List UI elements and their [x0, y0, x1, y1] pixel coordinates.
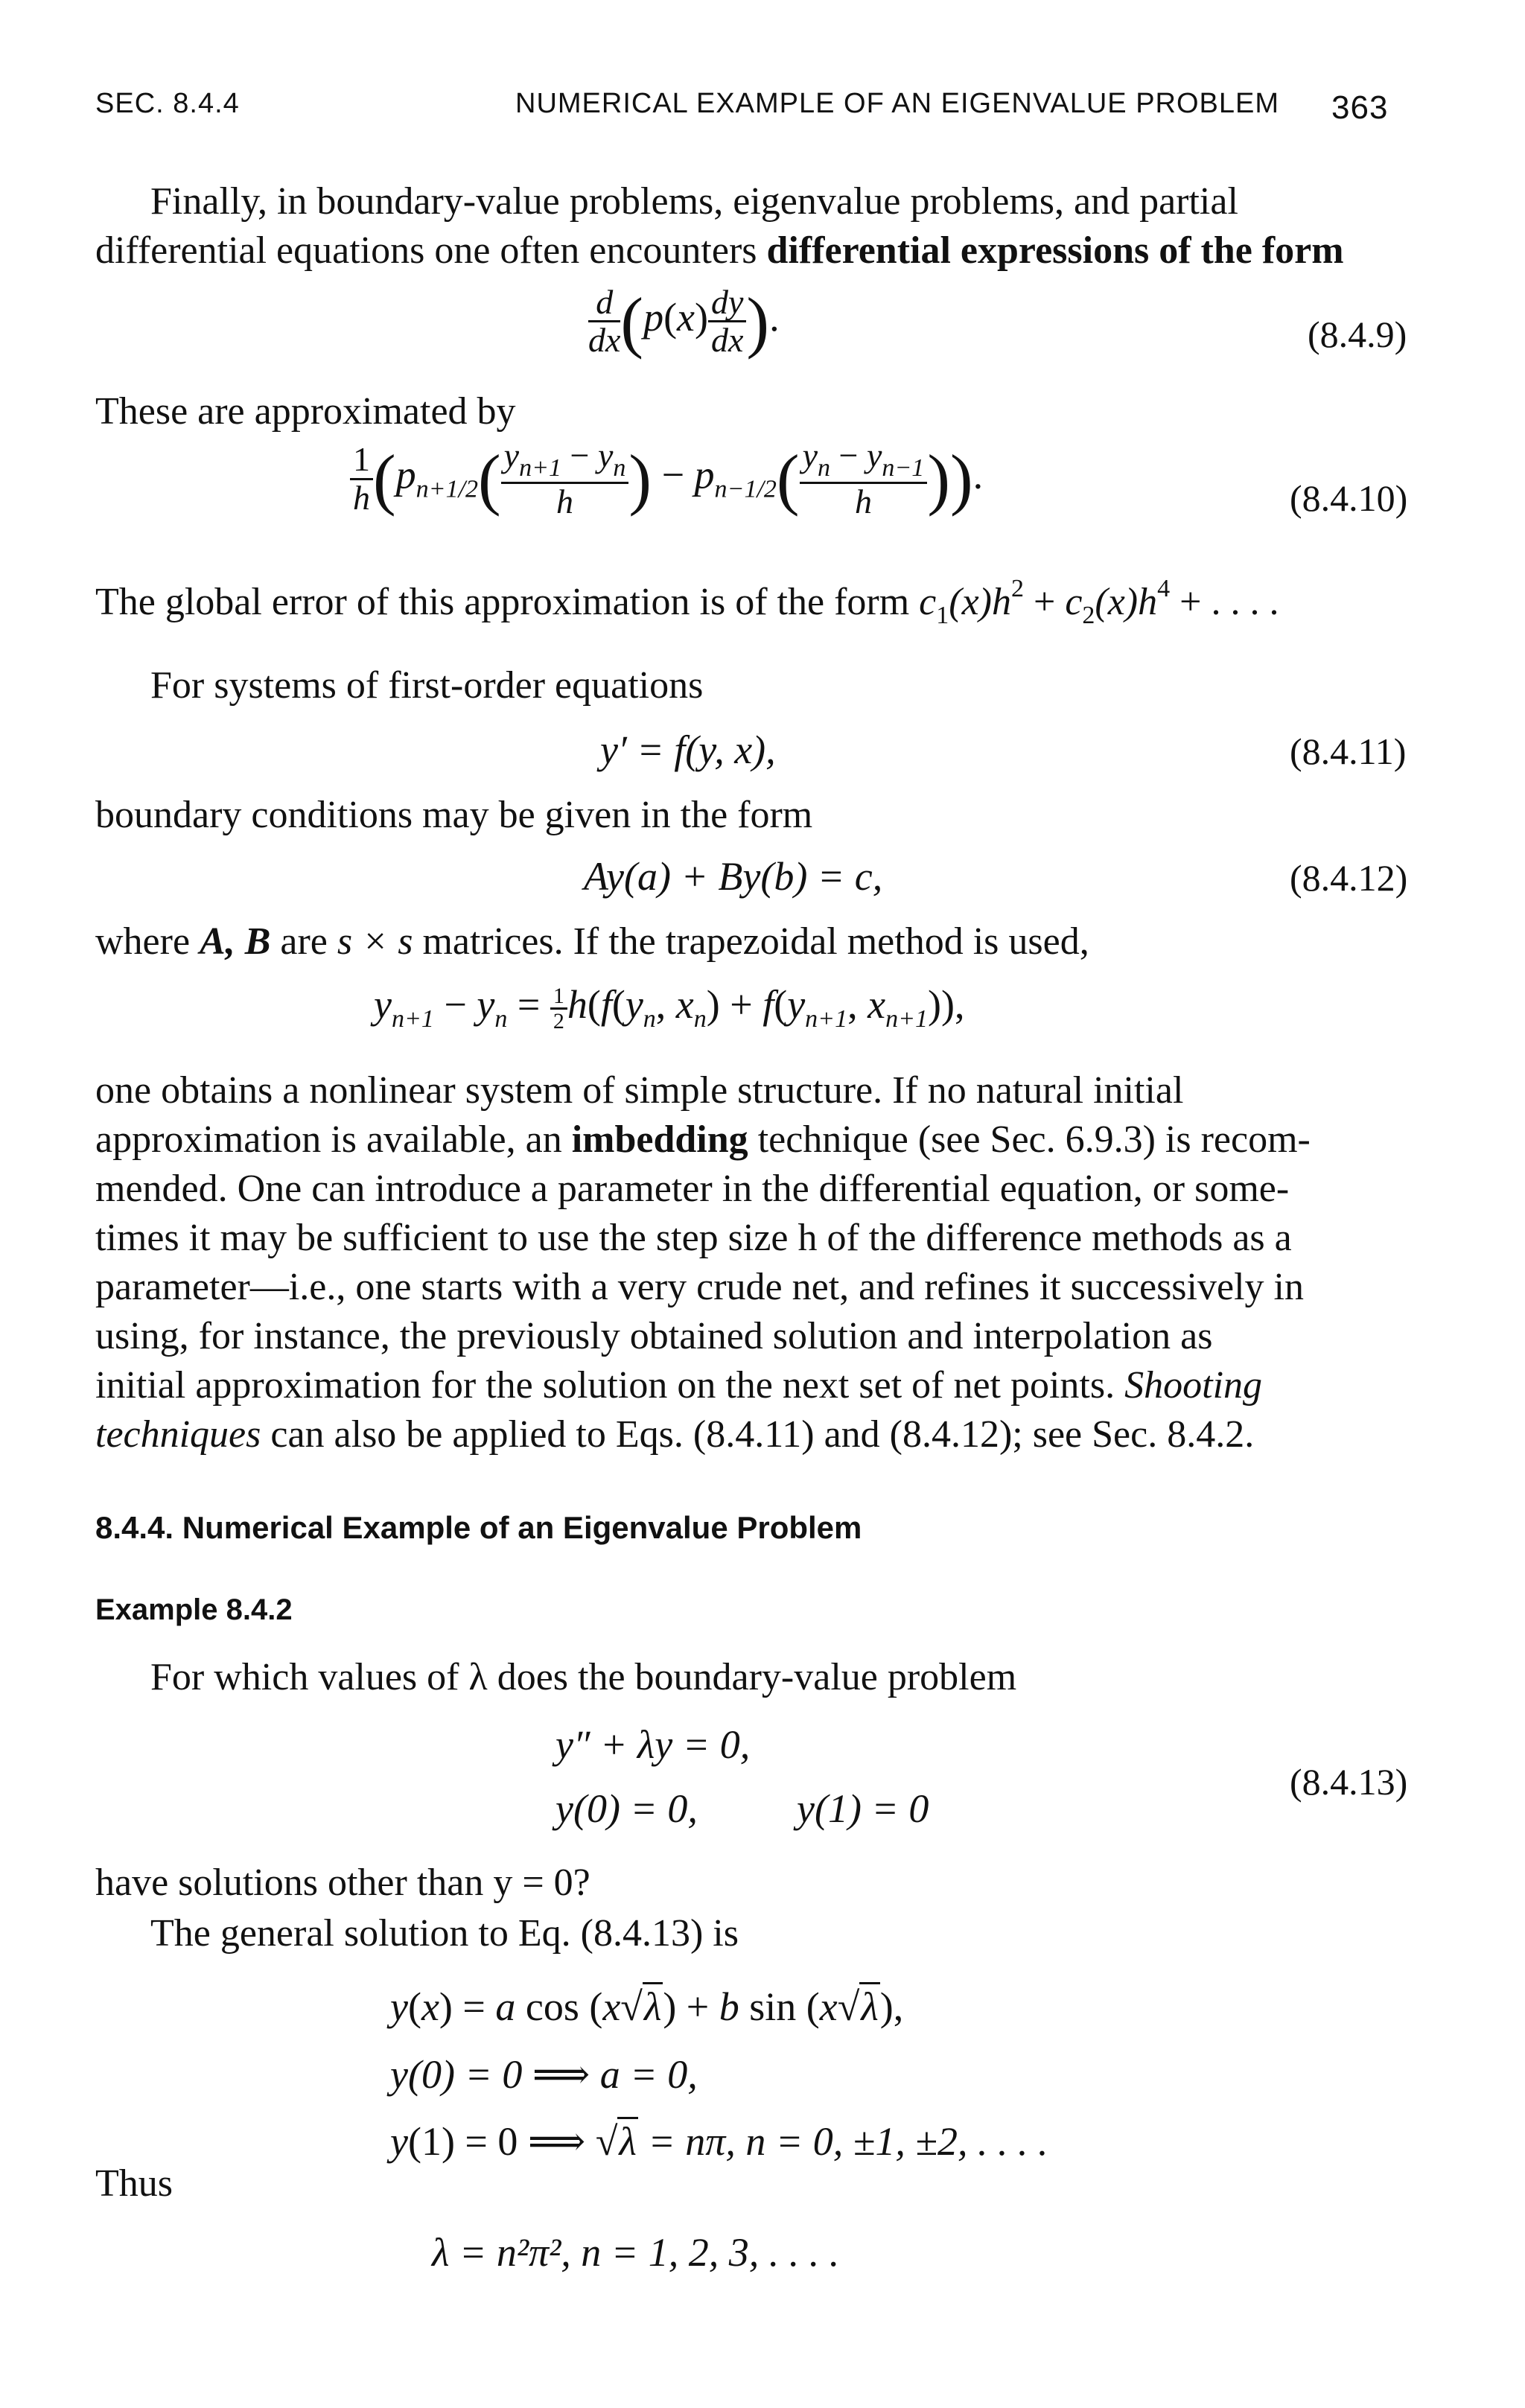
paragraph-line-4: times it may be sufficient to use the step size h of the difference methods as a — [95, 1217, 1292, 1259]
question-text: For which values of λ does the boundary-value problem — [150, 1656, 1017, 1698]
solution-line-3: y(1) = 0 ⟹ √λ = nπ, n = 0, ±1, ±2, . . . . — [390, 2118, 1048, 2165]
approximated-by-text: These are approximated by — [95, 390, 516, 433]
d-dx-fraction: $\frac{d}{dx}$ — [588, 283, 621, 360]
solution-line-1: y(x) = a cos (x√λ) + b sin (x√λ), — [390, 1984, 903, 2030]
equation-8-4-13-line-2a: y(0) = 0, — [555, 1786, 698, 1831]
forward-difference-fraction: $\frac{y_{n+1} - y_n}{h}$ — [501, 438, 629, 520]
equation-number-8-4-10: (8.4.10) — [1290, 477, 1408, 519]
equation-number-8-4-9: (8.4.9) — [1308, 313, 1407, 355]
sqrt-lambda-1: √λ — [620, 1984, 663, 2030]
dy-dx-fraction: $\frac{dy}{dx}$ — [708, 284, 746, 359]
systems-intro: For systems of first-order equations — [150, 664, 704, 707]
running-head-section: SEC. 8.4.4 — [95, 88, 240, 119]
sqrt-lambda-3: √λ — [596, 2118, 638, 2165]
global-error-text: The global error of this approximation is of the form — [95, 581, 910, 623]
paragraph-line-8: techniques can also be applied to Eqs. (8.4.11) and (8.4.12); see Sec. 8.4.2. — [95, 1413, 1255, 1456]
one-over-h-fraction: $\frac{1}{h}$ — [350, 442, 373, 516]
paragraph-line-2: approximation is available, an imbedding technique (see Sec. 6.9.3) is recom- — [95, 1118, 1311, 1161]
equation-8-4-9: $\frac{d}{dx}$ (p(x) $\frac{dy}{dx}$ ). — [588, 283, 780, 360]
trapezoidal-equation: $y_{n+1} - y_n$ = $\frac{1}{2}$ $h(f(y_n$, $x_n) + f(y_{n+1}$, $x_{n+1}$)), — [374, 982, 965, 1034]
intro-line-1: Finally, in boundary-value problems, eigenvalue problems, and partial — [150, 180, 1238, 223]
running-head-title: NUMERICAL EXAMPLE OF AN EIGENVALUE PROBLEM — [515, 88, 1280, 119]
equation-number-8-4-13: (8.4.13) — [1290, 1761, 1408, 1803]
thus-text: Thus — [95, 2162, 173, 2205]
equation-number-8-4-11: (8.4.11) — [1290, 730, 1407, 772]
equation-8-4-13-line-2b: y(1) = 0 — [797, 1786, 929, 1831]
boundary-conditions-text: boundary conditions may be given in the form — [95, 794, 813, 836]
section-heading: 8.4.4. Numerical Example of an Eigenvalue Problem — [95, 1510, 862, 1545]
equation-number-8-4-12: (8.4.12) — [1290, 857, 1408, 899]
global-error-line — [95, 564, 1279, 640]
page-number: 363 — [1331, 89, 1389, 126]
equation-8-4-11: y′ = f(y, x), — [600, 727, 776, 772]
paragraph-line-7: initial approximation for the solution on the next set of net points. Shooting — [95, 1364, 1263, 1407]
paragraph-line-6: using, for instance, the previously obtained solution and interpolation as — [95, 1315, 1213, 1357]
backward-difference-fraction: $\frac{y_n - y_{n-1}}{h}$ — [800, 438, 928, 520]
intro-line-2-bold: differential expressions of the form — [766, 229, 1344, 272]
paragraph-line-1: one obtains a nonlinear system of simple structure. If no natural initial — [95, 1069, 1184, 1112]
intro-line-2-plain: differential equations one often encounters — [95, 229, 767, 272]
equation-8-4-12: Ay(a) + By(b) = c, — [584, 854, 883, 899]
global-error-formula: $c_1(x)h^2 + c_2(x)h^4$ — [919, 575, 1171, 629]
where-matrices-line: where A, B are s × s matrices. If the trapezoidal method is used, — [95, 920, 1089, 963]
paragraph-line-3: mended. One can introduce a parameter in the differential equation, or some- — [95, 1168, 1290, 1210]
final-eigenvalues: λ = n²π², n = 1, 2, 3, . . . . — [432, 2230, 840, 2275]
sqrt-lambda-2: √λ — [838, 1984, 880, 2030]
equation-8-4-10: $\frac{1}{h}$ ($p_{n+1/2}$( $\frac{y_{n+1} - y_n}{h}$ ) − $p_{n-1/2}$( $\frac{y_n - y_{n-1}}{h}$ )). — [350, 438, 983, 520]
general-solution-text: The general solution to Eq. (8.4.13) is — [150, 1912, 739, 1955]
global-error-tail: + . . . . — [1179, 581, 1279, 623]
nontrivial-text: have solutions other than y = 0? — [95, 1861, 590, 1904]
paragraph-line-5: parameter—i.e., one starts with a very crude net, and refines it successively in — [95, 1266, 1304, 1308]
solution-line-2: y(0) = 0 ⟹ a = 0, — [390, 2052, 698, 2097]
example-heading: Example 8.4.2 — [95, 1593, 293, 1626]
equation-8-4-13-line-1: y″ + λy = 0, — [555, 1722, 751, 1767]
intro-line-2 — [95, 226, 1344, 275]
